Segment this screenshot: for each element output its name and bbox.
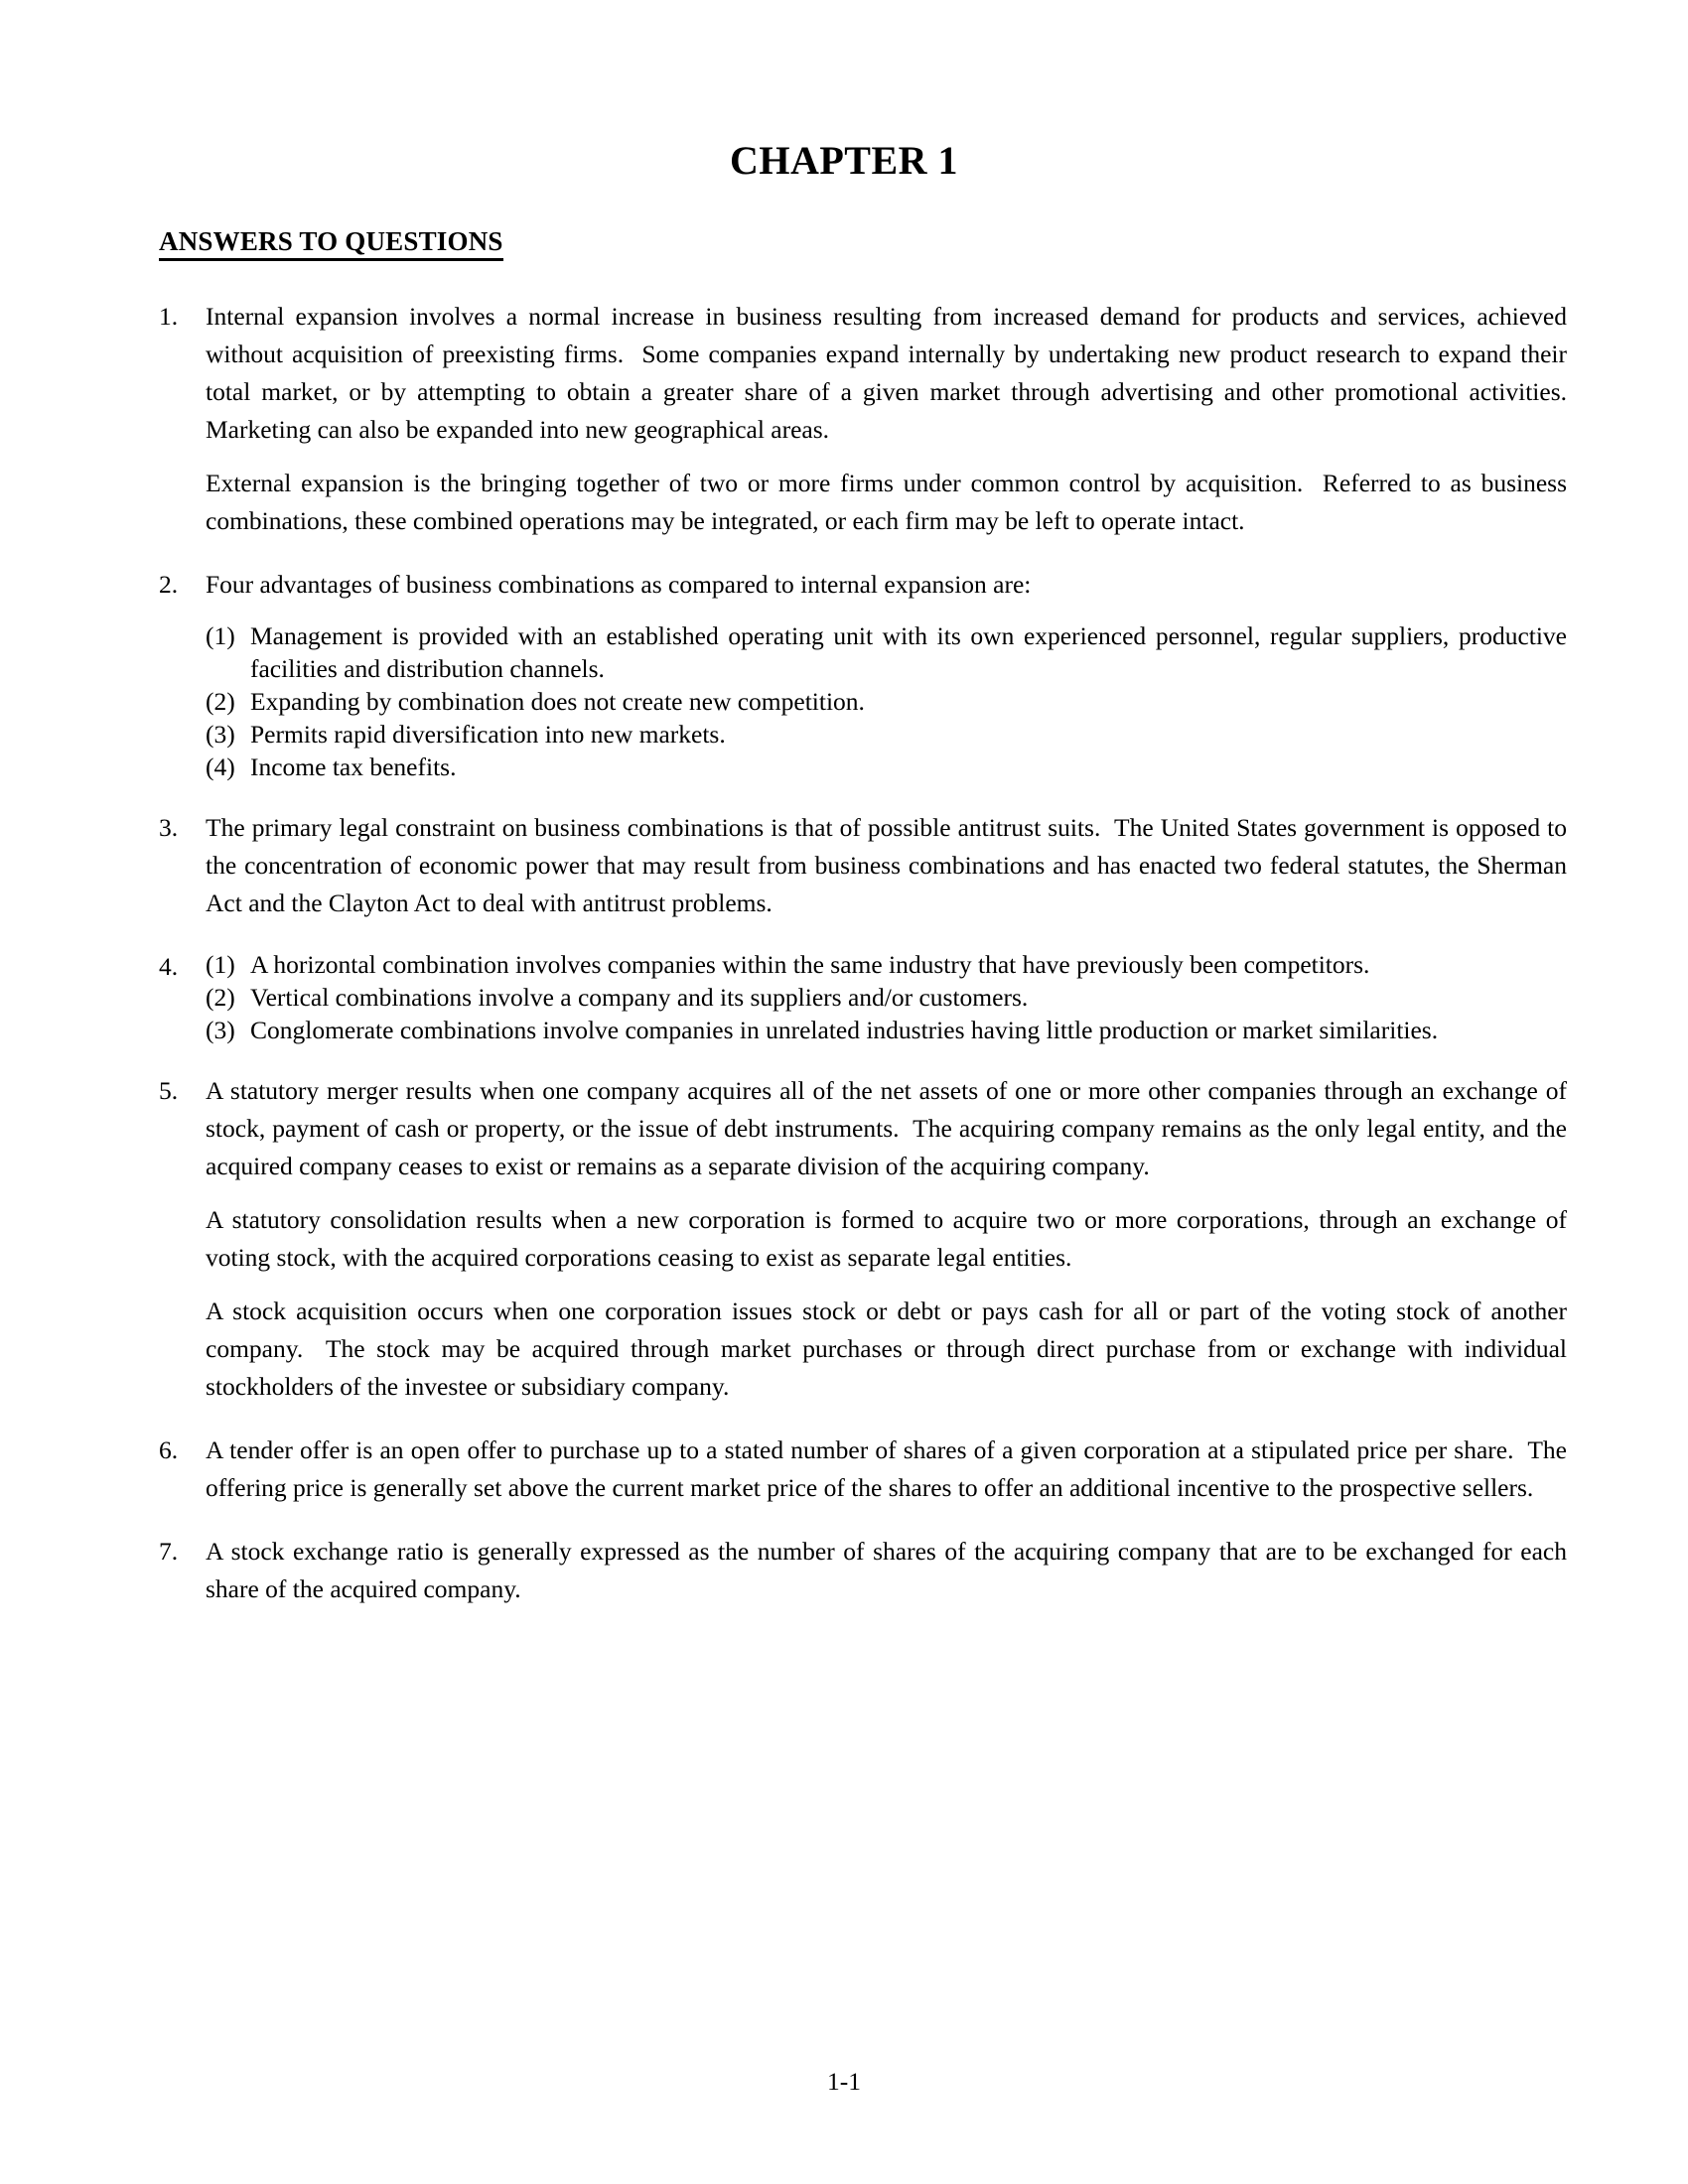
question-number: 3. xyxy=(159,813,179,842)
sub-item-text: Permits rapid diversification into new markets. xyxy=(250,720,726,749)
section-heading-answers-to-questions: ANSWERS TO QUESTIONS xyxy=(159,226,503,261)
question-paragraph: A stock acquisition occurs when one corporation issues stock or debt or pays cash for all or part of the voting stock of another company. The stock may be acquired through market purchases or through direct purchase from or exchange with individual stockholders of the investee or subsidiary company. xyxy=(206,1297,1574,1401)
sub-item-text: A horizontal combination involves companies within the same industry that have previously been competitors. xyxy=(250,950,1370,979)
sub-item-text: Income tax benefits. xyxy=(250,752,457,781)
sub-item xyxy=(206,718,1567,751)
sub-item-list xyxy=(206,619,1574,783)
sub-item-marker: (4) xyxy=(206,752,235,781)
question-number: 6. xyxy=(159,1435,179,1464)
question-item xyxy=(159,566,1574,783)
page-footer: 1-1 xyxy=(827,2067,861,2096)
question-paragraph: A stock exchange ratio is generally expressed as the number of shares of the acquiring company that are to be exchanged for each share of the acquired company. xyxy=(206,1537,1574,1603)
question-item xyxy=(159,809,1574,922)
question-item xyxy=(159,298,1580,540)
question-number: 5. xyxy=(159,1076,179,1105)
question-paragraph: Four advantages of business combinations as compared to internal expansion are: xyxy=(206,570,1032,599)
sub-item-marker: (1) xyxy=(206,950,235,979)
sub-item-marker: (2) xyxy=(206,687,235,716)
question-number: 7. xyxy=(159,1537,179,1566)
sub-item xyxy=(206,685,1567,718)
question-paragraph: External expansion is the bringing together of two or more firms under common control by acquisition. Referred to as business combinations, these combined operations may be integrated, or each firm may be left to operate intact. xyxy=(206,469,1574,535)
question-paragraph: A tender offer is an open offer to purchase up to a stated number of shares of a given corporation at a stipulated price per share. The offering price is generally set above the current market price of the shares to offer an additional incentive to the prospective sellers. xyxy=(206,1435,1574,1502)
question-item xyxy=(159,1432,1574,1507)
question-paragraph: Internal expansion involves a normal increase in business resulting from increased demand for products and services, achieved without acquisition of preexisting firms. Some companies expand internally by undertaking new product research to expand their total market, or by attempting to obtain a greater share of a given market through advertising and other promotional activities. Marketing can also be expanded into new geographical areas. xyxy=(206,302,1580,444)
question-paragraph: A statutory merger results when one company acquires all of the net assets of one or more other companies through an exchange of stock, payment of cash or property, or the issue of debt instruments. The acquiring company remains as the only legal entity, and the acquired company ceases to exist or remains as a separate division of the acquiring company. xyxy=(206,1076,1574,1180)
sub-item-text: Management is provided with an established operating unit with its own experienced personnel, regular suppliers, productive facilities and distribution channels. xyxy=(250,621,1574,683)
sub-item-text: Conglomerate combinations involve companies in unrelated industries having little production or market similarities. xyxy=(250,1016,1439,1044)
question-number: 1. xyxy=(159,302,179,331)
sub-item xyxy=(206,948,1567,981)
question-item xyxy=(159,1533,1574,1608)
sub-item-text: Vertical combinations involve a company and its suppliers and/or customers. xyxy=(250,983,1029,1012)
question-number: 4. xyxy=(159,952,179,981)
sub-item-marker: (1) xyxy=(206,621,235,650)
sub-item-text: Expanding by combination does not create new competition. xyxy=(250,687,865,716)
sub-item xyxy=(206,619,1574,685)
questions-list xyxy=(159,298,1580,1634)
sub-item-marker: (3) xyxy=(206,720,235,749)
page-title: CHAPTER 1 xyxy=(729,138,959,183)
sub-item-marker: (2) xyxy=(206,983,235,1012)
question-item xyxy=(159,948,1567,1046)
sub-item xyxy=(206,1014,1567,1046)
question-number: 2. xyxy=(159,570,179,599)
sub-item xyxy=(206,751,1567,783)
sub-item-list xyxy=(206,948,1567,1046)
sub-item-marker: (3) xyxy=(206,1016,235,1044)
sub-item xyxy=(206,981,1567,1014)
question-paragraph: A statutory consolidation results when a new corporation is formed to acquire two or more corporations, through an exchange of voting stock, with the acquired corporations ceasing to exist as separate legal entities. xyxy=(206,1205,1574,1272)
question-item xyxy=(159,1072,1574,1406)
question-paragraph: The primary legal constraint on business combinations is that of possible antitrust suits. The United States government is opposed to the concentration of economic power that may result from business combinations and has enacted two federal statutes, the Sherman Act and the Clayton Act to deal with antitrust problems. xyxy=(206,813,1574,917)
